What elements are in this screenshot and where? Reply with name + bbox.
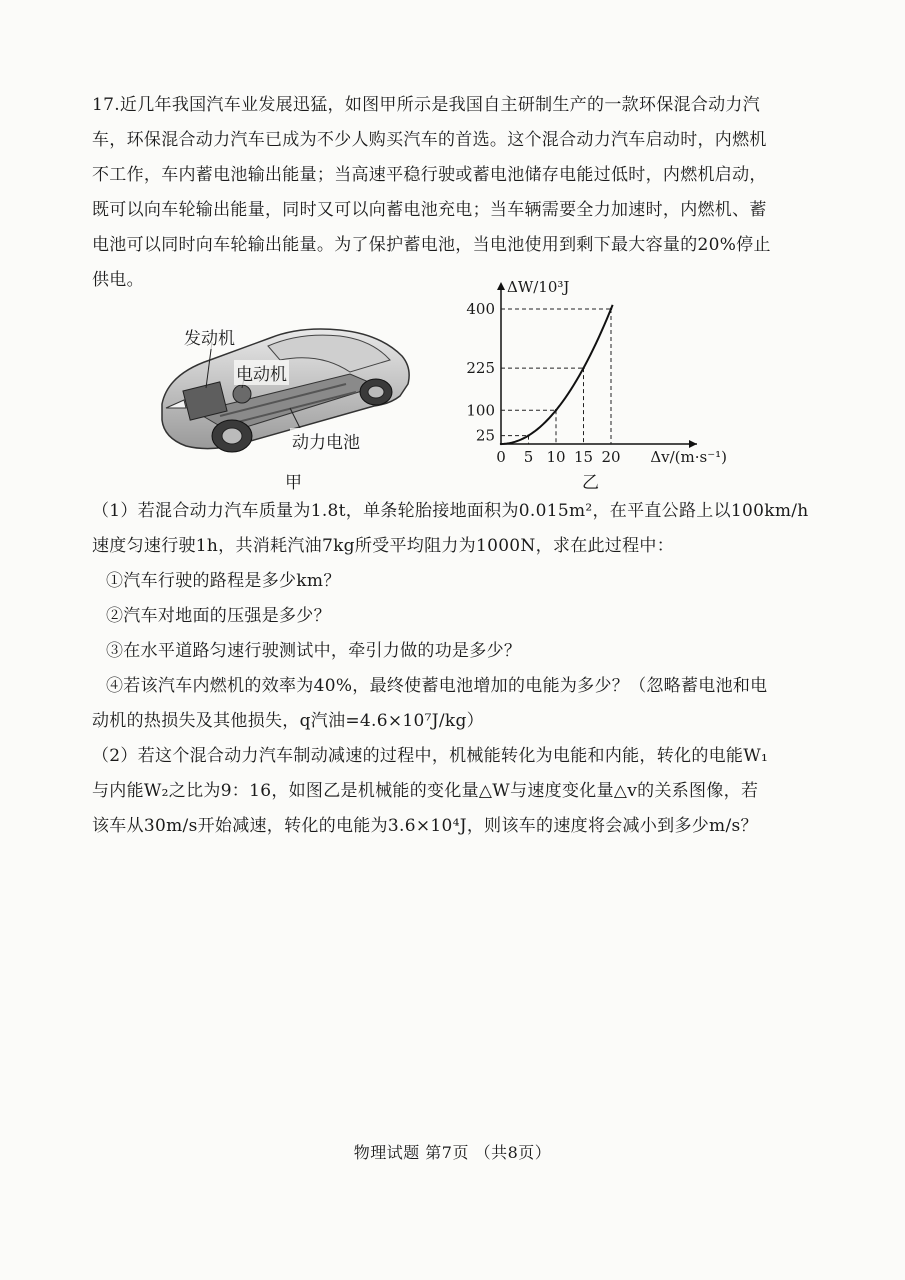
part1-line: （1）若混合动力汽车质量为1.8t，单条轮胎接地面积为0.015m²，在平直公路上以100km/h: [92, 501, 809, 521]
part2-line: 该车从30m/s开始减速，转化的电能为3.6×10⁴J，则该车的速度将会减小到多少m/s？: [92, 816, 758, 836]
figure-yi-caption: 乙: [582, 473, 599, 493]
question-17-intro: [92, 88, 808, 298]
data-point: [500, 443, 502, 445]
x-axis-arrow: [689, 440, 697, 448]
y-tick-label: 100: [466, 401, 495, 420]
x-tick-label: 0: [496, 448, 506, 466]
y-tick-label: 400: [466, 300, 495, 318]
sub-question-4-line2: 动机的热损失及其他损失，q汽油=4.6×10⁷J/kg）: [92, 711, 484, 731]
sub-question-3: ③在水平道路匀速行驶测试中，牵引力做的功是多少？: [106, 641, 522, 661]
sub-question-4: ④若该汽车内燃机的效率为40%，最终使蓄电池增加的电能为多少？（忽略蓄电池和电: [106, 676, 768, 696]
part-2: [92, 739, 808, 844]
sub-question-2: ②汽车对地面的压强是多少？: [106, 606, 331, 626]
engine-label: 发动机: [182, 324, 237, 349]
x-axis-label: Δv/(m·s⁻¹): [650, 448, 727, 466]
battery-label: 动力电池: [290, 428, 362, 453]
part1-line: 速度匀速行驶1h，共消耗汽油7kg所受平均阻力为1000N，求在此过程中：: [92, 536, 675, 556]
data-point: [582, 367, 584, 369]
delta-w-vs-delta-v-chart: [455, 278, 745, 478]
intro-line: 不工作，车内蓄电池输出能量；当高速平稳行驶或蓄电池储存电能过低时，内燃机启动，: [92, 165, 767, 185]
sub-question-1: ①汽车行驶的路程是多少km？: [106, 571, 341, 591]
y-axis-arrow: [497, 282, 505, 290]
data-curve: [501, 305, 613, 444]
data-point: [527, 434, 529, 436]
sub-questions: [106, 564, 808, 704]
data-point: [555, 409, 557, 411]
part2-line: 与内能W₂之比为9：16，如图乙是机械能的变化量△W与速度变化量△v的关系图像，若: [92, 781, 759, 801]
x-tick-label: 10: [546, 448, 566, 466]
graph-yi: [455, 278, 745, 478]
intro-line: 电池可以同时向车轮输出能量。为了保护蓄电池，当电池使用到剩下最大容量的20%停止: [92, 235, 771, 255]
page-footer: 物理试题 第7页 （共8页）: [353, 1143, 552, 1162]
data-point: [610, 308, 612, 310]
car-illustration: [150, 312, 420, 462]
x-tick-label: 5: [523, 448, 534, 466]
figure-jia-caption: 甲: [285, 473, 302, 493]
y-tick-label: 225: [466, 359, 495, 378]
intro-line: 车，环保混合动力汽车已成为不少人购买汽车的首选。这个混合动力汽车启动时，内燃机: [92, 130, 767, 150]
intro-line: 供电。: [92, 270, 144, 290]
intro-line: 既可以向车轮输出能量，同时又可以向蓄电池充电；当车辆需要全力加速时，内燃机、蓄: [92, 200, 767, 220]
x-tick-label: 20: [601, 448, 621, 466]
intro-line: 17.近几年我国汽车业发展迅猛，如图甲所示是我国自主研制生产的一款环保混合动力汽: [92, 95, 761, 115]
part-1: [92, 494, 808, 564]
y-tick-label: 25: [475, 426, 495, 445]
sub-question-4-continued: [92, 704, 808, 739]
motor-label: 电动机: [234, 360, 289, 385]
x-tick-label: 15: [573, 448, 594, 466]
y-axis-label: ΔW/10³J: [507, 278, 570, 296]
part2-line: （2）若这个混合动力汽车制动减速的过程中，机械能转化为电能和内能，转化的电能W₁: [92, 746, 769, 766]
